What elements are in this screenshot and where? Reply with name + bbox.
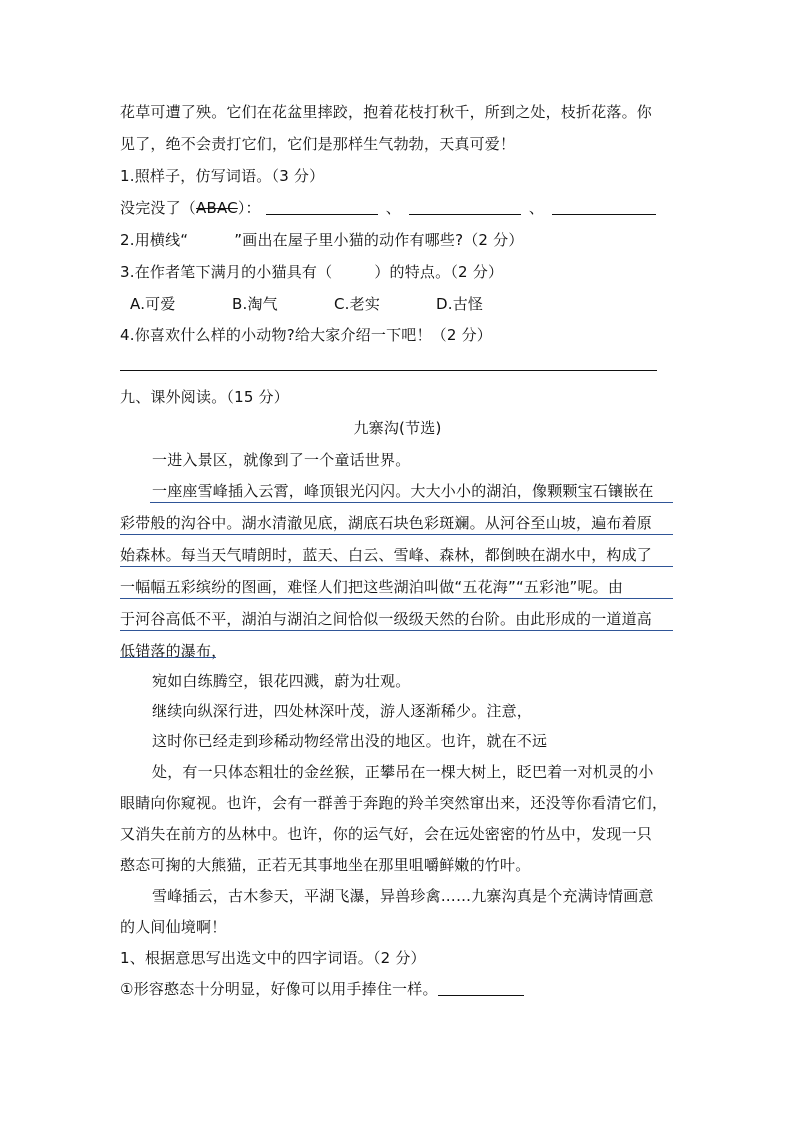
answer-blank-2[interactable] <box>409 200 521 215</box>
option-a[interactable]: A.可爱 <box>130 295 176 313</box>
question-3-text-start: 3.在作者笔下满月的小猫具有（ <box>120 263 333 281</box>
paragraph-2-line: 始森林。每当天气晴朗时，蓝天、白云、雪峰、森林，都倒映在湖水中，构成了 <box>120 546 653 564</box>
sub-question-text: ①形容憨态十分明显，好像可以用手捧住一样。 <box>120 980 438 998</box>
paragraph-6-line: 憨态可掬的大熊猫，正若无其事地坐在那里咀嚼鲜嫩的竹叶。 <box>120 856 531 874</box>
passage-line: 花草可遭了殃。它们在花盆里摔跤，抱着花枝打秋千，所到之处，枝折花落。你 <box>120 103 653 121</box>
paragraph-2-line: 一幅幅五彩缤纷的图画，难怪人们把这些湖泊叫做“五花海”“五彩池”呢。由 <box>120 578 624 596</box>
passage-line: 见了，绝不会责打它们，它们是那样生气勃勃，天真可爱！ <box>120 135 516 153</box>
paragraph-2-line: 彩带般的沟谷中。湖水清澈见底，湖底石块色彩斑斓。从河谷至山坡，遍布着原 <box>120 514 653 532</box>
paragraph-7-line: 雪峰插云，古木参天，平湖飞瀑，异兽珍禽……九寨沟真是个充满诗情画意 <box>152 887 654 905</box>
underline-mark <box>120 598 673 599</box>
word-pattern: ABAC <box>196 199 238 217</box>
example-word: 没完没了（ <box>120 199 197 217</box>
question-3 <box>120 262 503 282</box>
reading-question-1: 1、根据意思写出选文中的四字词语。（2 分） <box>120 949 426 967</box>
option-b[interactable]: B.淘气 <box>232 295 278 313</box>
question-1: 1.照样子，仿写词语。（3 分） <box>120 167 325 185</box>
underline-mark <box>120 566 673 567</box>
underline-mark <box>120 657 216 658</box>
separator: 、 <box>385 199 401 217</box>
question-4: 4.你喜欢什么样的小动物?给大家介绍一下吧！（2 分） <box>120 326 492 344</box>
example-word-suffix: ）： <box>237 199 261 217</box>
paragraph-4: 继续向纵深行进，四处林深叶茂，游人逐渐稀少。注意， <box>152 702 533 720</box>
question-3-options <box>130 294 538 314</box>
paragraph-6-line: 又消失在前方的丛林中。也许，你的运气好，会在远处密密的竹丛中，发现一只 <box>120 825 653 843</box>
question-1-answer-row <box>120 198 656 218</box>
paragraph-6-line: 眼睛向你窥视。也许，会有一群善于奔跑的羚羊突然窜出来，还没等你看清它们， <box>120 794 668 812</box>
section-heading: 九、课外阅读。（15 分） <box>120 388 289 406</box>
question-2-text-start: 2.用横线“ <box>120 231 189 249</box>
question-3-text-end: ）的特点。（2 分） <box>374 263 504 281</box>
separator: 、 <box>528 199 545 217</box>
underline-mark <box>120 630 673 631</box>
answer-blank-3[interactable] <box>552 200 656 215</box>
underline-mark <box>150 502 673 503</box>
paragraph-1: 一进入景区，就像到了一个童话世界。 <box>152 451 411 469</box>
answer-line[interactable] <box>120 370 657 371</box>
paragraph-3: 宛如白练腾空，银花四溅，蔚为壮观。 <box>152 672 411 690</box>
option-c[interactable]: C.老实 <box>334 295 381 313</box>
answer-blank[interactable] <box>438 981 524 996</box>
paragraph-6-line: 处，有一只体态粗壮的金丝猴，正攀吊在一棵大树上，眨巴着一对机灵的小 <box>152 763 654 781</box>
paragraph-2-line: 一座座雪峰插入云霄，峰顶银光闪闪。大大小小的湖泊，像颗颗宝石镶嵌在 <box>152 482 654 500</box>
underline-mark <box>120 534 673 535</box>
paragraph-2-line: 低错落的瀑布， <box>120 642 227 660</box>
reading-question-1-sub <box>120 979 524 999</box>
question-2-text-end: ”画出在屋子里小猫的动作有哪些?（2 分） <box>234 231 524 249</box>
paragraph-2-line: 于河谷高低不平，湖泊与湖泊之间恰似一级级天然的台阶。由此形成的一道道高 <box>120 610 653 628</box>
option-d[interactable]: D.古怪 <box>436 295 484 313</box>
question-2 <box>120 230 524 250</box>
passage-title: 九寨沟(节选) <box>353 419 442 437</box>
paragraph-5: 这时你已经走到珍稀动物经常出没的地区。也许，就在不远 <box>152 732 548 750</box>
answer-blank-1[interactable] <box>266 200 378 215</box>
paragraph-7-line: 的人间仙境啊！ <box>120 918 227 936</box>
